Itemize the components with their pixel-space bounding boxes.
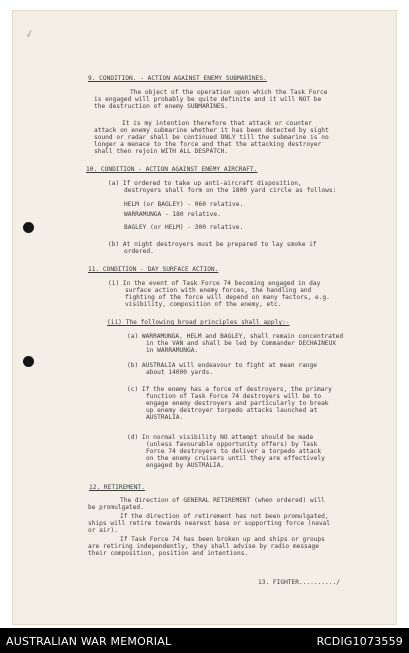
disposition-row: WARRAMUNGA - 180 relative.: [124, 211, 221, 218]
paragraph-line: If the direction of retirement has not been promulgated,: [120, 513, 329, 520]
paragraph-line: in the VAN and shall be led by Commander DECHAINEUX: [146, 340, 336, 347]
subheading-ii: (ii) The following broad principles shall apply:-: [107, 319, 290, 326]
paragraph-line: (unless favourable opportunity offers) by Task: [146, 441, 318, 448]
paragraph-line: (d) In normal visibility NO attempt should be made: [127, 434, 314, 441]
paragraph-line: surface action with enemy forces, the handling and: [125, 287, 312, 294]
paragraph-line: function of Task Force 74 destroyers will be to: [146, 393, 322, 400]
continuation-line: 13. FIGHTER........../: [258, 579, 340, 586]
paragraph-line: destroyers shall form on the 1800 yard circle as follows:: [124, 187, 337, 194]
footer-record-id: RCDIG1073559: [316, 635, 403, 648]
paragraph-line: up enemy destroyer torpedo attacks launched at: [146, 407, 318, 414]
paragraph-line: The object of the operation upon which the Task Force: [130, 89, 328, 96]
paragraph-line: engage enemy destroyers and particularly to break: [146, 400, 329, 407]
paragraph-line: or air).: [88, 527, 118, 534]
paragraph-line: in WARRAMUNGA.: [146, 347, 199, 354]
heading-11: 11. CONDITION - DAY SURFACE ACTION.: [88, 266, 219, 273]
paragraph-line: about 14000 yards.: [146, 369, 214, 376]
paragraph-line: be promulgated.: [88, 504, 144, 511]
paragraph-line: visibility, composition of the enemy, etc.: [125, 301, 282, 308]
paragraph-line: AUSTRALIA.: [146, 414, 184, 421]
paragraph-line: on the enemy cruisers until they are effectively: [146, 455, 325, 462]
paragraph-line: Force 74 destroyers to deliver a torpedo attack: [146, 448, 322, 455]
paragraph-line: (a) If ordered to take up anti-aircraft disposition,: [108, 180, 302, 187]
paragraph-line: (c) If the enemy has a force of destroyers, the primary: [127, 386, 332, 393]
paragraph-line: (a) WARRAMUNGA, HELM and BAGLEY, shall remain concentrated: [127, 333, 344, 340]
paragraph-line: ordered.: [124, 248, 154, 255]
archive-footer: [0, 628, 409, 653]
heading-12: 12. RETIREMENT.: [89, 484, 145, 491]
paragraph-line: (i) In the event of Task Force 74 becoming engaged in day: [108, 280, 321, 287]
punch-hole: [23, 222, 34, 233]
punch-hole: [23, 356, 34, 367]
paragraph-line: are retiring independently, they shall advise by radio message: [88, 543, 319, 550]
heading-10: 10. CONDITION - ACTION AGAINST ENEMY AIRCRAFT.: [86, 166, 258, 173]
footer-institution: AUSTRALIAN WAR MEMORIAL: [6, 635, 172, 648]
paragraph-line: sound or radar shall be continued ONLY till the submarine is no: [94, 134, 329, 141]
disposition-row: HELM (or BAGLEY) - 060 relative.: [124, 201, 244, 208]
heading-9: 9. CONDITION. - ACTION AGAINST ENEMY SUBMARINES.: [88, 75, 267, 82]
paragraph-line: attack on enemy submarine whether it has been detected by sight: [94, 127, 329, 134]
paragraph-line: If Task Force 74 has been broken up and ships or groups: [120, 536, 325, 543]
disposition-row: BAGLEY (or HELM) - 300 relative.: [124, 224, 244, 231]
paragraph-line: (b) At night destroyers must be prepared to lay smoke if: [108, 241, 317, 248]
check-mark-icon: ✓: [24, 25, 35, 42]
paragraph-line: fighting of the force will depend on many factors, e.g.: [125, 294, 330, 301]
paragraph-line: It is my intention therefore that attack or counter: [122, 120, 312, 127]
paragraph-line: the destruction of enemy SUBMARINES.: [94, 103, 229, 110]
paragraph-line: longer a menace to the force and that the attacking destroyer: [94, 141, 322, 148]
paragraph-line: The direction of GENERAL RETIREMENT (when ordered) will: [120, 497, 325, 504]
paragraph-line: (b) AUSTRALIA will endeavour to fight at mean range: [127, 362, 317, 369]
paragraph-line: is engaged will probably be quite definite and it will NOT be: [94, 96, 322, 103]
paragraph-line: their composition, position and intentions.: [88, 550, 249, 557]
paragraph-line: shall then rejoin WITH ALL DESPATCH.: [94, 148, 229, 155]
paragraph-line: engaged by AUSTRALIA.: [146, 462, 225, 469]
paragraph-line: ships will retire towards nearest base or supporting force (naval: [88, 520, 331, 527]
